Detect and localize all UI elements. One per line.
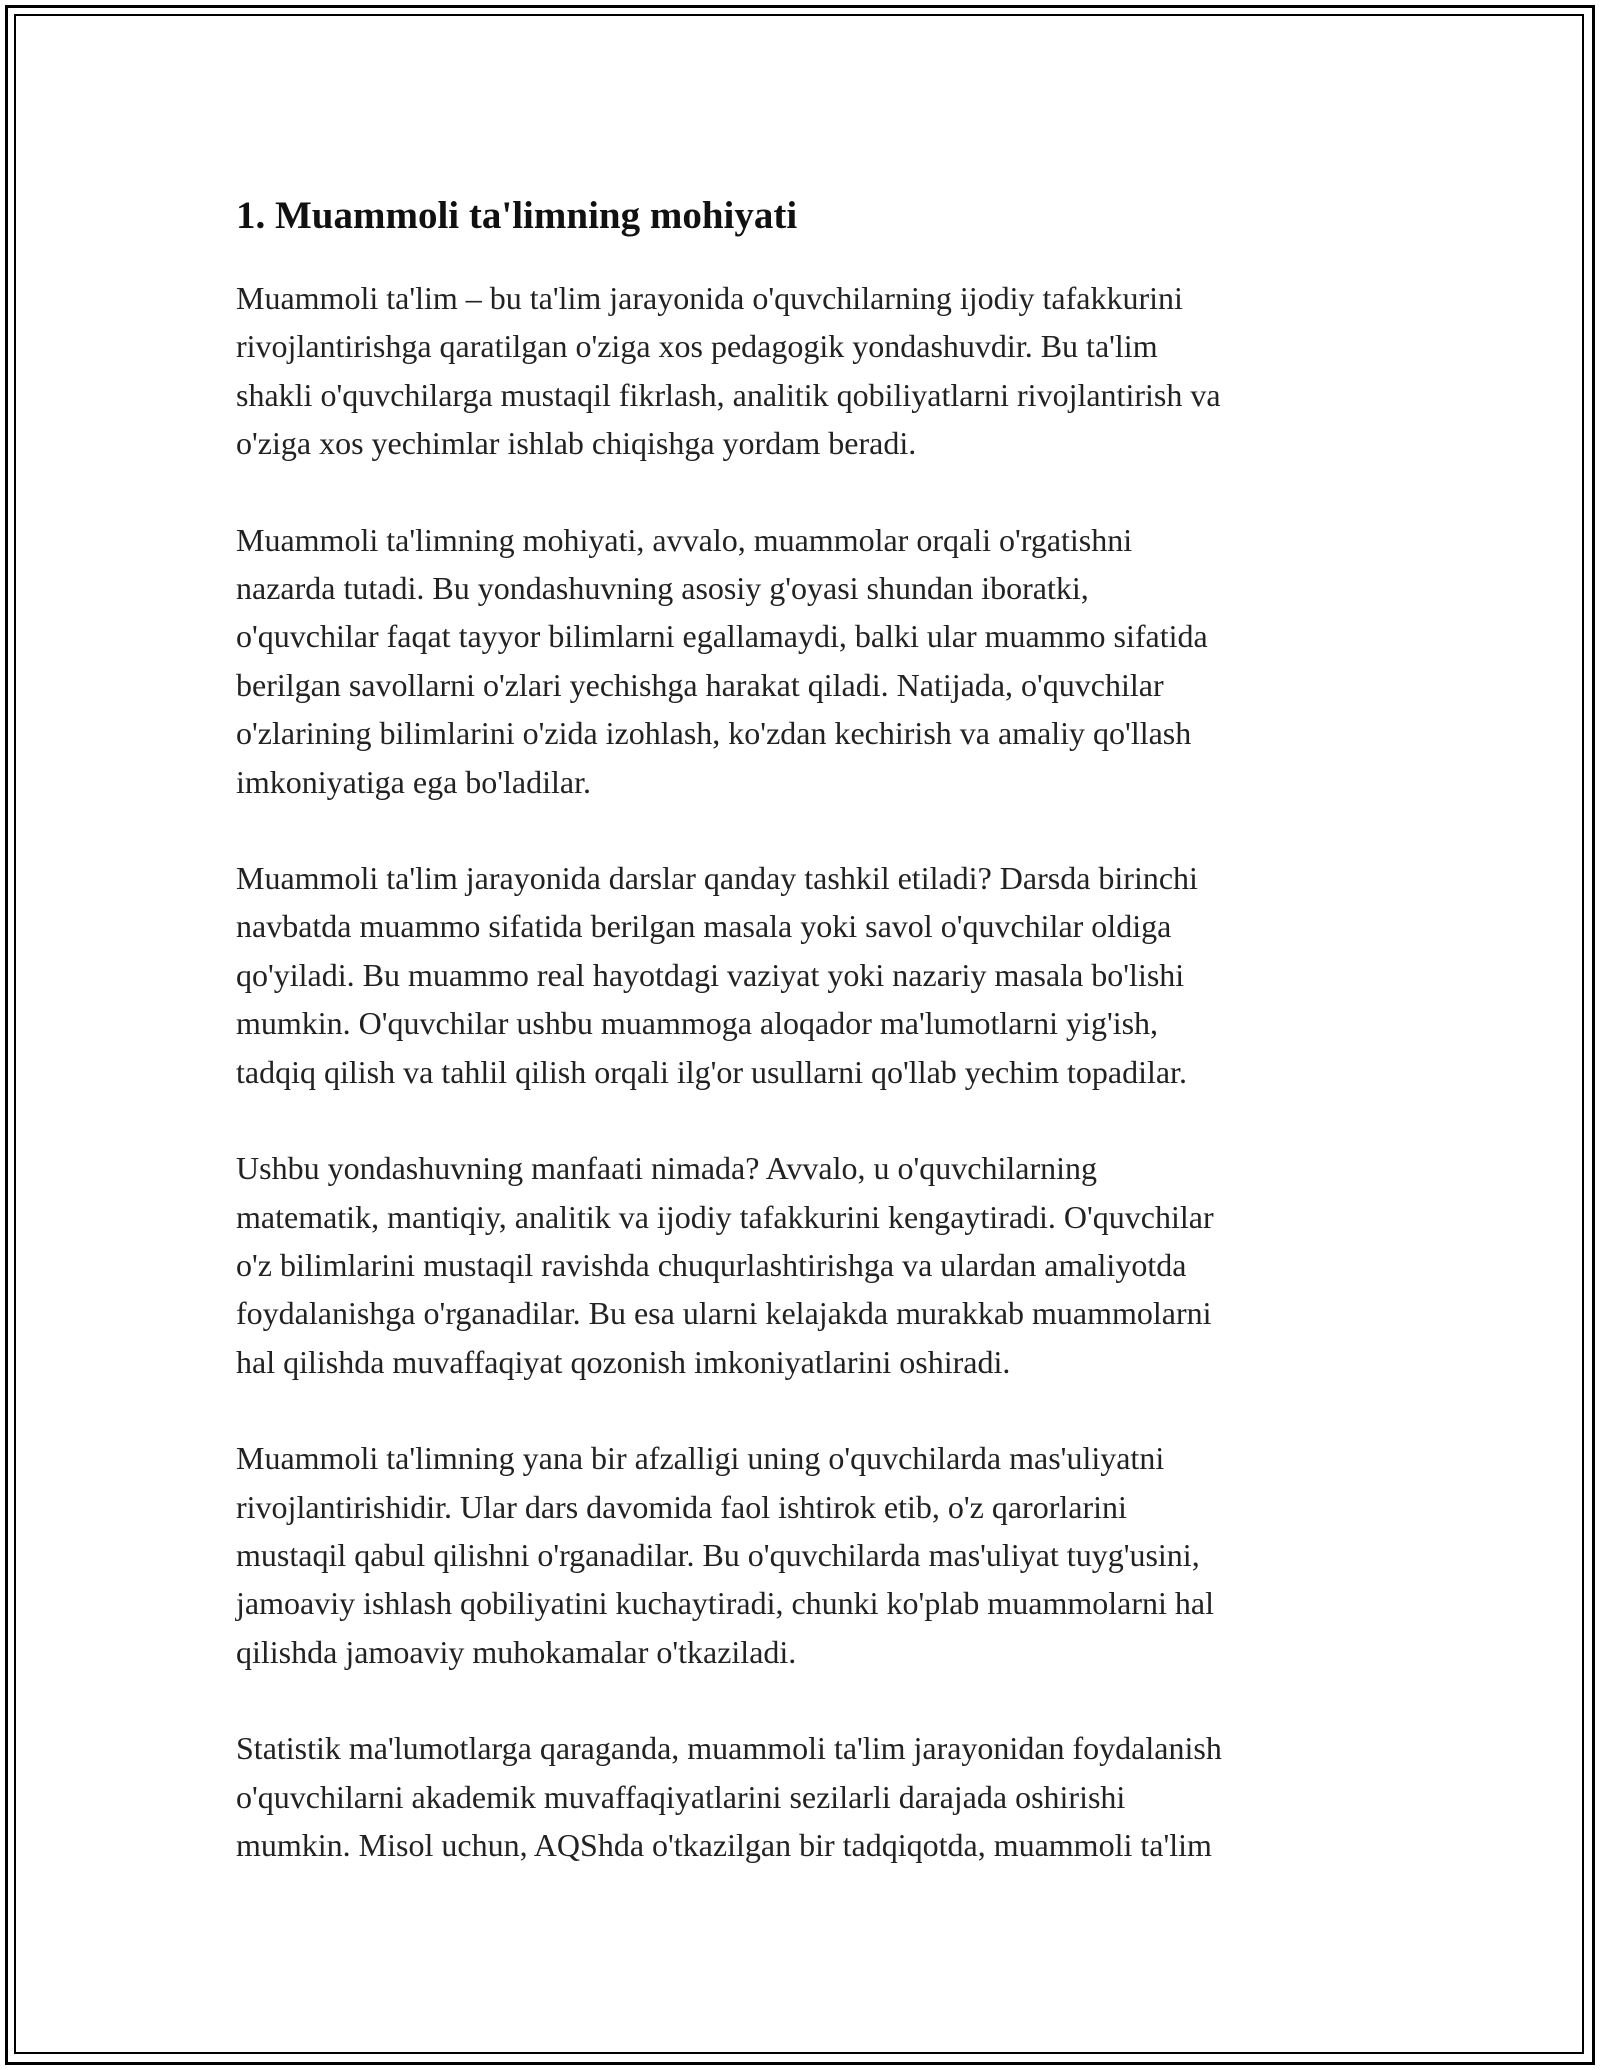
text-line: foydalanishga o'rganadilar. Bu esa ularni kelajakda murakkab muammolarni [236,1295,1212,1332]
text-line: o'zlarining bilimlarini o'zida izohlash, ko'zdan kechirish va amaliy qo'llash [236,715,1192,752]
text-line: o'z bilimlarini mustaqil ravishda chuqurlashtirishga va ulardan amaliyotda [236,1246,1187,1283]
text-line: qilishda jamoaviy muhokamalar o'tkaziladi. [236,1633,797,1670]
text-line: Muammoli ta'limning yana bir afzalligi uning o'quvchilarda mas'uliyatni [236,1440,1165,1477]
text-line: Ushbu yondashuvning manfaati nimada? Avvalo, u o'quvchilarning [236,1150,1097,1187]
text-line: mumkin. O'quvchilar ushbu muammoga aloqador ma'lumotlarni yig'ish, [236,1005,1159,1042]
text-line: matematik, mantiqiy, analitik va ijodiy tafakkurini kengaytiradi. O'quvchilar [236,1198,1214,1235]
text-line: berilgan savollarni o'zlari yechishga harakat qiladi. Natijada, o'quvchilar [236,666,1164,703]
text-line: Statistik ma'lumotlarga qaraganda, muammoli ta'lim jarayonidan foydalanish [236,1730,1222,1767]
text-line: o'ziga xos yechimlar ishlab chiqishga yordam beradi. [236,425,917,462]
paragraph [236,1724,1386,1869]
text-line: qo'yiladi. Bu muammo real hayotdagi vaziyat yoki nazariy masala bo'lishi [236,956,1185,993]
text-line: imkoniyatiga ega bo'ladilar. [236,763,591,800]
text-line: tadqiq qilish va tahlil qilish orqali ilg'or usullarni qo'llab yechim topadilar. [236,1053,1187,1090]
text-line: mustaqil qabul qilishni o'rganadilar. Bu o'quvchilarda mas'uliyat tuyg'usini, [236,1536,1200,1573]
text-line: rivojlantirishidir. Ular dars davomida faol ishtirok etib, o'z qarorlarini [236,1488,1127,1525]
text-line: Muammoli ta'limning mohiyati, avvalo, muammolar orqali o'rgatishni [236,521,1133,558]
paragraph [236,1434,1386,1676]
paragraph [236,274,1386,468]
paragraph [236,854,1386,1096]
text-line: rivojlantirishga qaratilgan o'ziga xos pedagogik yondashuvdir. Bu ta'lim [236,328,1158,365]
text-line: navbatda muammo sifatida berilgan masala yoki savol o'quvchilar oldiga [236,908,1172,945]
text-line: o'quvchilar faqat tayyor bilimlarni egallamaydi, balki ular muammo sifatida [236,618,1208,655]
paragraph [236,516,1386,806]
text-line: jamoaviy ishlash qobiliyatini kuchaytiradi, chunki ko'plab muammolarni hal [236,1585,1215,1622]
text-line: nazarda tutadi. Bu yondashuvning asosiy g'oyasi shundan iboratki, [236,570,1089,607]
paragraph-list [236,274,1386,1869]
text-line: Muammoli ta'lim jarayonida darslar qanday tashkil etiladi? Darsda birinchi [236,860,1198,897]
text-line: mumkin. Misol uchun, AQShda o'tkazilgan bir tadqiqotda, muammoli ta'lim [236,1826,1212,1863]
text-line: Muammoli ta'lim – bu ta'lim jarayonida o'quvchilarning ijodiy tafakkurini [236,280,1183,316]
text-line: hal qilishda muvaffaqiyat qozonish imkoniyatlarini oshiradi. [236,1343,1011,1380]
document-body [236,184,1386,1869]
text-line: o'quvchilarni akademik muvaffaqiyatlarini sezilarli darajada oshirishi [236,1778,1126,1815]
section-heading: 1. Muammoli ta'limning mohiyati [236,194,798,237]
text-line: shakli o'quvchilarga mustaqil fikrlash, analitik qobiliyatlarni rivojlantirish va [236,376,1221,413]
paragraph [236,1144,1386,1386]
